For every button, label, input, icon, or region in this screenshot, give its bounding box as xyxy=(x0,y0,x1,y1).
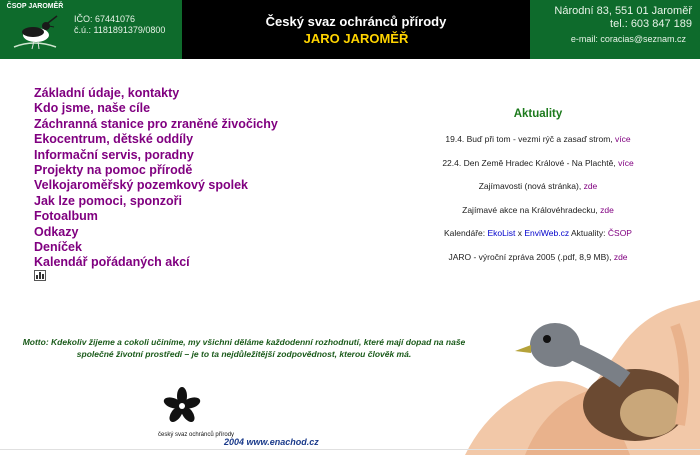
lapwing-bird-icon xyxy=(4,3,66,57)
annual-report-link[interactable]: zde xyxy=(613,251,628,262)
stats-counter-icon[interactable] xyxy=(34,270,46,281)
news-item xyxy=(400,132,676,156)
news-item xyxy=(400,203,676,227)
news-item-link[interactable]: více xyxy=(618,157,634,168)
calendar-separator: x xyxy=(517,228,522,238)
annual-report-text: JARO - výroční zpráva 2005 (.pdf, 8,9 MB), xyxy=(448,251,612,262)
menu-item-ekocentrum[interactable]: Ekocentrum, dětské oddíly xyxy=(34,132,194,147)
site-subtitle: JARO JAROMĚŘ xyxy=(303,31,409,46)
header-title-panel xyxy=(182,0,530,59)
contact-phone: tel.: 603 847 189 xyxy=(610,18,692,30)
site-title: Český svaz ochránců přírody xyxy=(265,14,447,29)
news-item-text: Zajímavosti (nová stránka), xyxy=(478,181,582,191)
header-registration xyxy=(74,14,165,36)
bottom-logo-text: český svaz ochránců přírody xyxy=(158,432,235,438)
bank-account: č.ú.: 1181891379/0800 xyxy=(74,25,166,35)
site-header xyxy=(0,0,700,59)
menu-item-fotoalbum[interactable]: Fotoalbum xyxy=(34,209,98,224)
menu-item-projekty[interactable]: Projekty na pomoc přírodě xyxy=(34,163,193,178)
news-section xyxy=(400,108,676,273)
bird-in-hands-photo xyxy=(465,295,700,455)
menu-item-kalendar[interactable]: Kalendář pořádaných akcí xyxy=(34,255,190,270)
csop-logo[interactable] xyxy=(4,3,66,57)
menu-item-pozemkovy-spolek[interactable]: Velkojaroměřský pozemkový spolek xyxy=(34,178,248,193)
csop-bottom-logo xyxy=(158,384,235,442)
news-item-link[interactable]: zde xyxy=(600,204,614,215)
menu-item-jak-pomoci[interactable]: Jak lze pomoci, sponzoři xyxy=(34,193,182,208)
ico-number: IČO: 67441076 xyxy=(74,14,136,24)
motto-text: Motto: Kdekoliv žijeme a cokoli učiníme, my všichni děláme každodenní rozhodnutí, které mají dopad na naše společné životní prostředí – je to ta nejdůležitější zodpovědnost, kterou člověk má. xyxy=(22,336,466,359)
calendar-prefix: Kalendáře: xyxy=(444,228,486,238)
menu-item-zakladni-udaje[interactable]: Základní údaje, kontakty xyxy=(34,86,180,100)
menu-item-kdo-jsme[interactable]: Kdo jsme, naše cíle xyxy=(34,101,151,116)
logo-label: ČSOP JAROMĚŘ xyxy=(6,3,64,10)
ekolist-link[interactable]: EkoList xyxy=(487,228,516,238)
main-menu xyxy=(34,86,278,271)
news-title: Aktuality xyxy=(513,108,563,120)
news-item-text: 19.4. Buď při tom - vezmi rýč a zasaď strom, xyxy=(445,134,613,144)
news-item-link[interactable]: zde xyxy=(583,181,598,191)
header-contact-panel xyxy=(530,0,700,59)
csop-link[interactable]: ČSOP xyxy=(607,228,632,238)
calendar-row xyxy=(400,226,676,250)
menu-item-denicek[interactable]: Deníček xyxy=(34,240,82,255)
annual-report-row xyxy=(400,250,676,274)
news-item xyxy=(400,179,676,203)
menu-item-zachranna-stanice[interactable]: Záchranná stanice pro zraněné živočichy xyxy=(34,116,278,131)
news-item-text: Zajímavé akce na Královéhradecku, xyxy=(462,204,598,215)
menu-item-informacni-servis[interactable]: Informační servis, poradny xyxy=(34,147,194,162)
news-item xyxy=(400,156,676,180)
menu-item-odkazy[interactable]: Odkazy xyxy=(34,224,79,239)
news-item-link[interactable]: více xyxy=(615,134,631,144)
contact-address: Národní 83, 551 01 Jaroměř xyxy=(554,5,692,17)
news-item-text: 22.4. Den Země Hradec Králové - Na Plachtě, xyxy=(442,157,616,168)
aktuality-label: Aktuality: xyxy=(571,228,606,238)
footer-divider xyxy=(0,449,700,450)
enviweb-link[interactable]: EnviWeb.cz xyxy=(524,228,570,238)
contact-block xyxy=(554,5,692,31)
header-left-panel xyxy=(0,0,182,59)
footer-credit[interactable]: 2004 www.enachod.cz xyxy=(224,437,319,447)
contact-email[interactable]: e-mail: coracias@seznam.cz xyxy=(570,34,686,44)
